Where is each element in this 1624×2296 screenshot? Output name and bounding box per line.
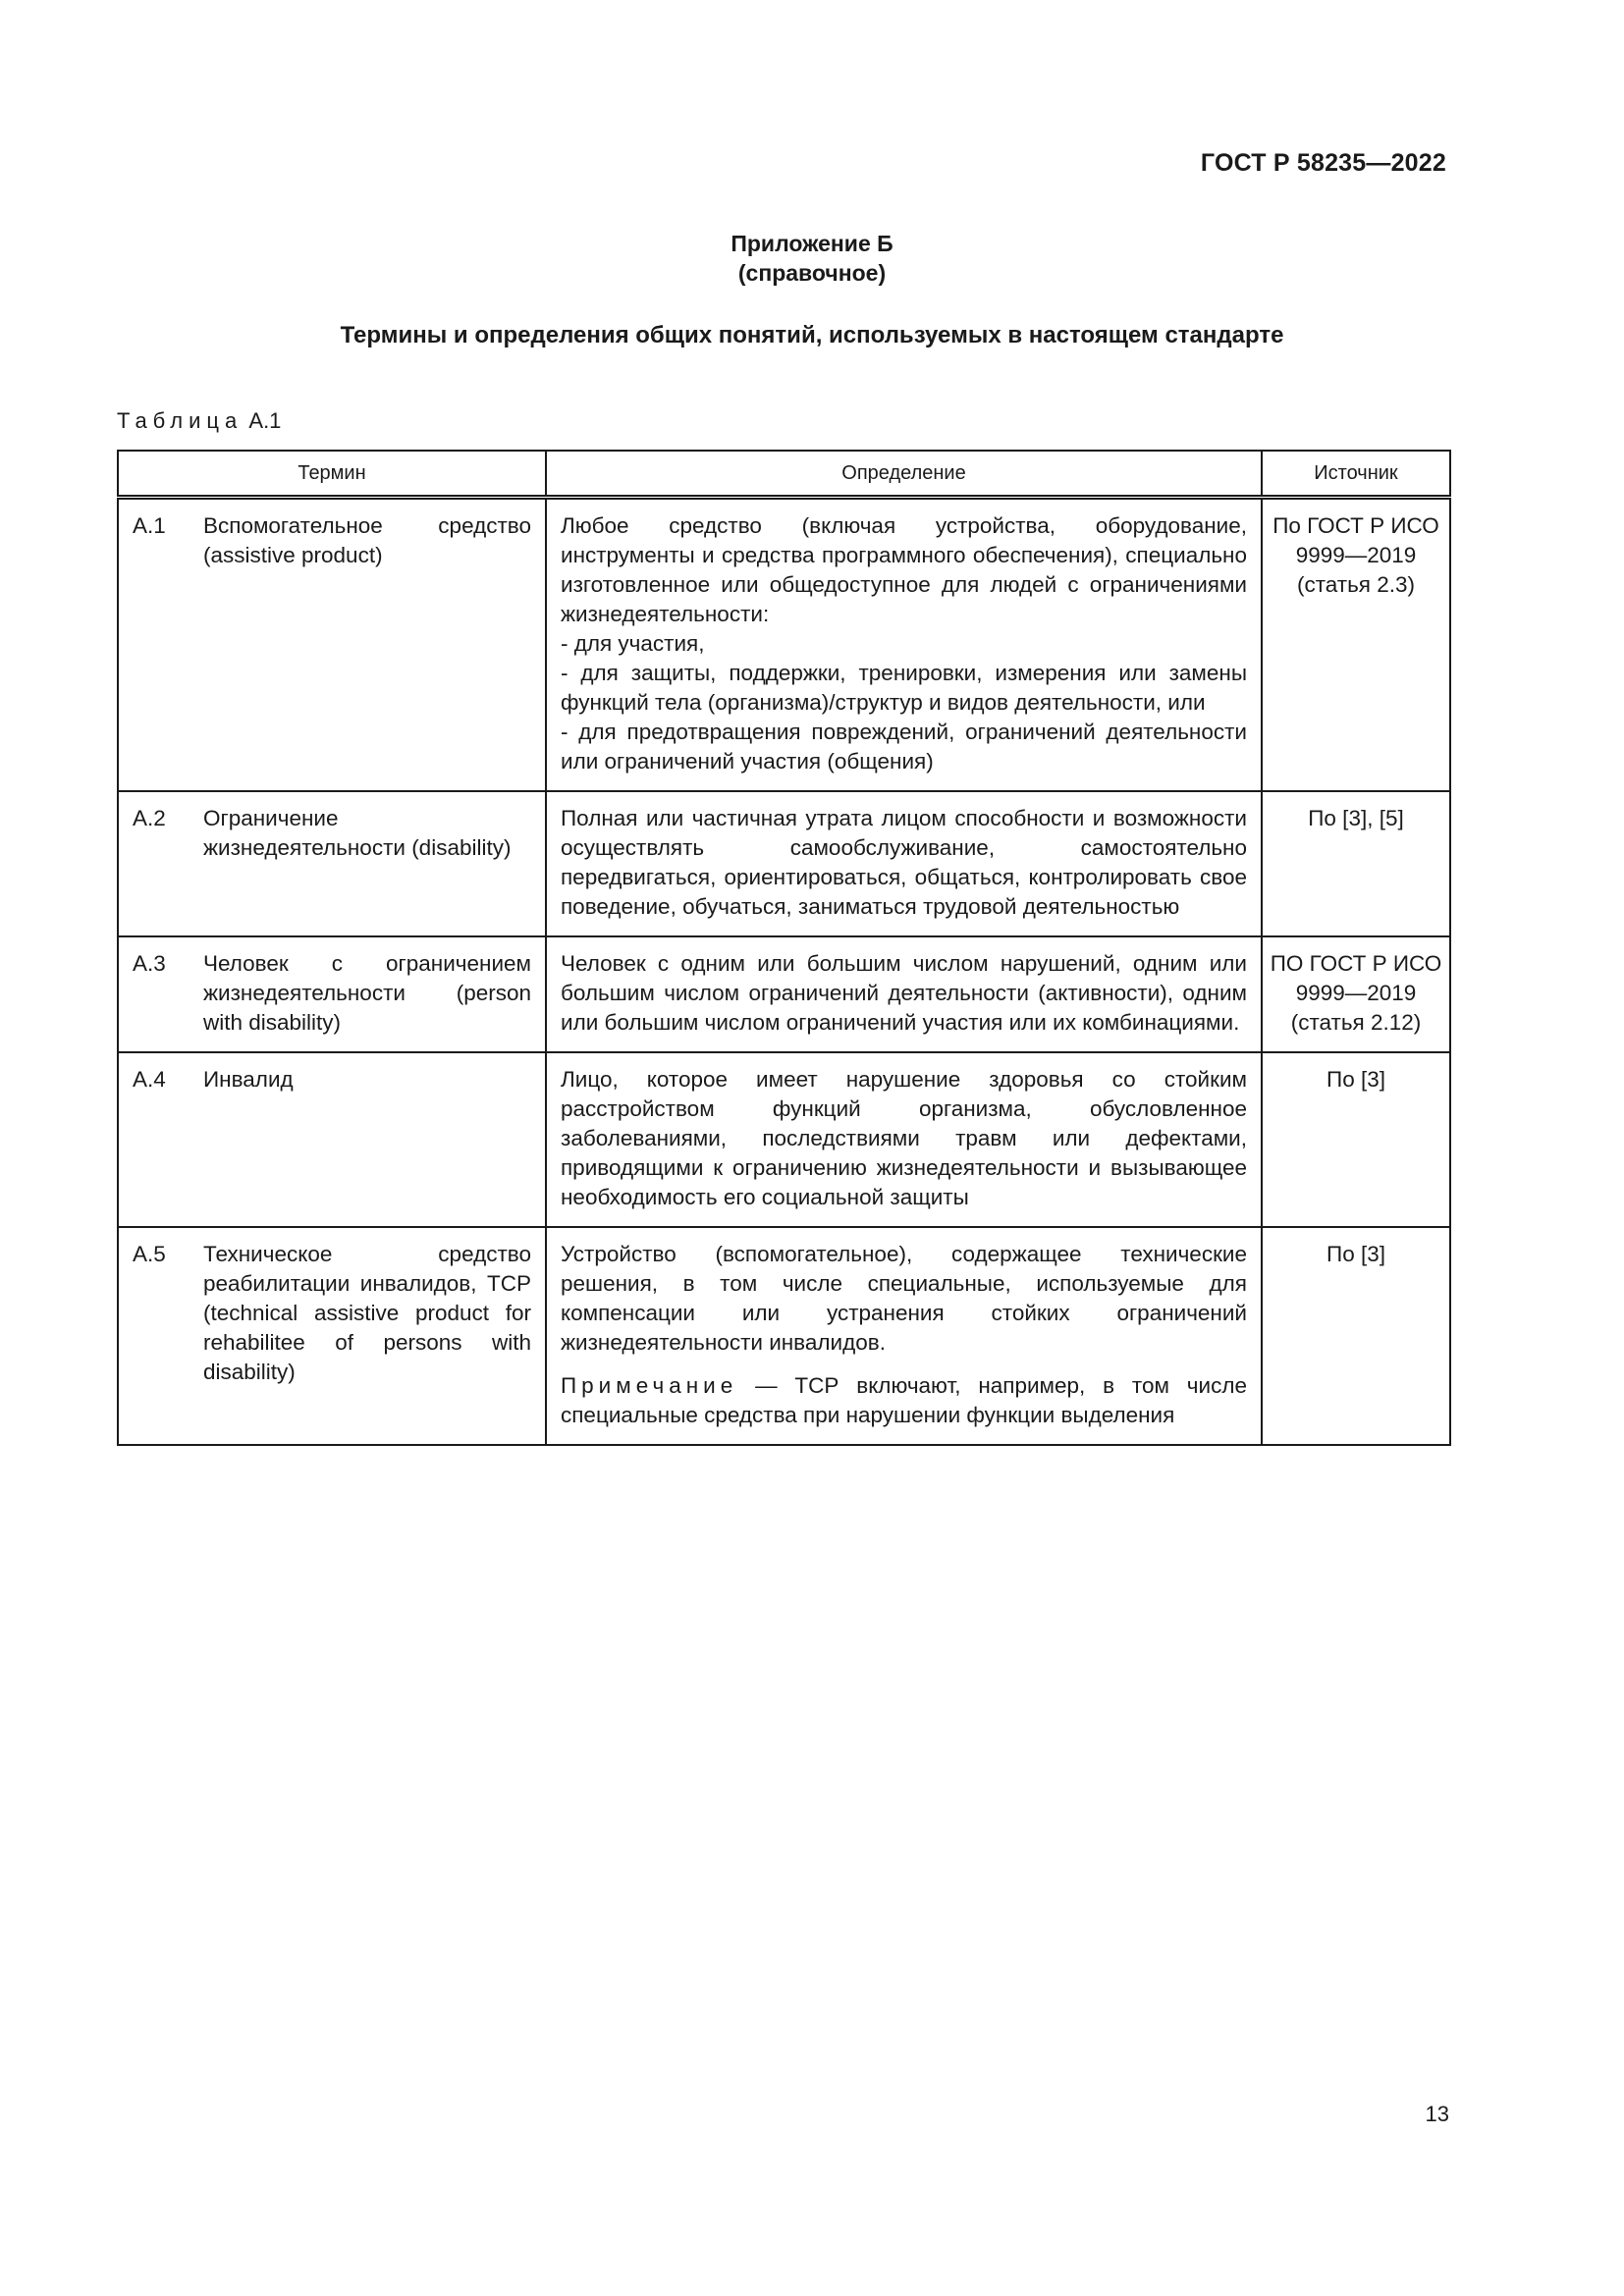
source-cell: По [3] [1262,1052,1450,1227]
definition-text: Лицо, которое имеет нарушение здоровья со стойким расстройством функций организма, обусловленное заболеваниями, последствиями травм или дефектами, приводящими к ограничению жизнедеятельности и вызывающее необходимость его социальной защиты [561,1067,1247,1209]
document-code: ГОСТ Р 58235—2022 [1200,149,1446,177]
table-row [118,791,1450,936]
table-note [561,1371,1247,1430]
column-header-definition: Определение [546,451,1262,498]
note-text: — ТСР включают, например, в том числе специальные средства при нарушении функции выделения [561,1373,1247,1427]
term-cell [118,498,546,792]
definition-text: - для предотвращения повреждений, ограничений деятельности или ограничений участия (общения) [561,720,1247,774]
table-row [118,936,1450,1052]
definition-text: - для защиты, поддержки, тренировки, измерения или замены функций тела (организма)/структур и видов деятельности, или [561,661,1247,715]
annex-subtitle: (справочное) [737,260,887,286]
term-name: Человек с ограничением жизнедеятельности (person with disability) [203,951,531,1035]
section-title [0,322,1624,349]
term-number: А.5 [133,1242,166,1266]
definition-text: Любое средство (включая устройства, оборудование, инструменты и средства программного обеспечения), специально изготовленное или общедоступное для людей с ограничениями жизнедеятельности: [561,513,1247,626]
term-number: А.1 [133,513,166,538]
definition-text: Устройство (вспомогательное), содержащее технические решения, в том числе специальные, используемые для компенсации или устранения стойких ограничений жизнедеятельности инвалидов. [561,1242,1247,1355]
definition-cell [546,498,1262,792]
term-name: Техническое средство реабилитации инвалидов, ТСР (technical assistive product for rehabilitee of persons with disability) [203,1242,531,1384]
page-number: 13 [1425,2102,1449,2126]
term-cell [118,1052,546,1227]
terms-table [117,450,1451,1446]
definition-cell [546,936,1262,1052]
term-name: Вспомогательное средство (assistive product) [203,513,531,567]
table-row [118,1052,1450,1227]
table-caption [117,408,281,434]
definition-text: Человек с одним или большим числом нарушений, одним или большим числом ограничений деятельности (активности), одним или большим числом ограничений участия или их комбинациями. [561,951,1247,1035]
column-header-term: Термин [118,451,546,498]
table-row [118,498,1450,792]
annex-title: Приложение Б [731,231,893,256]
term-name: Инвалид [203,1067,294,1092]
term-cell [118,1227,546,1445]
source-cell: По [3], [5] [1262,791,1450,936]
table-caption-number: А.1 [248,408,282,433]
source-cell: ПО ГОСТ Р ИСО 9999—2019 (статья 2.12) [1262,936,1450,1052]
table-caption-label: Таблица [117,408,244,433]
term-cell [118,936,546,1052]
definition-text: - для участия, [561,631,705,656]
source-cell: По ГОСТ Р ИСО 9999—2019 (статья 2.3) [1262,498,1450,792]
note-label: Примечание [561,1373,738,1398]
table-header-row [118,451,1450,498]
term-number: А.2 [133,806,166,830]
table-row [118,1227,1450,1445]
column-header-source: Источник [1262,451,1450,498]
term-name: Ограничение жизнедеятельности (disability) [203,806,512,860]
term-number: А.3 [133,951,166,976]
term-cell [118,791,546,936]
definition-text: Полная или частичная утрата лицом способности и возможности осуществлять самообслуживание, самостоятельно передвигаться, ориентироваться, общаться, контролировать свое поведение, обучаться, заниматься трудовой деятельностью [561,806,1247,919]
definition-cell [546,1227,1262,1445]
term-number: А.4 [133,1067,166,1092]
source-cell: По [3] [1262,1227,1450,1445]
definition-cell [546,1052,1262,1227]
section-title-text: Термины и определения общих понятий, используемых в настоящем стандарте [340,322,1284,348]
definition-cell [546,791,1262,936]
annex-heading [0,229,1624,288]
